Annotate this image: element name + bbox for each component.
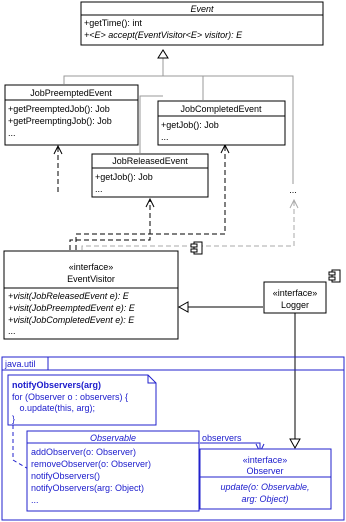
class-job-completed-event-member-1: ... <box>161 132 169 142</box>
class-job-released-event[interactable] <box>92 154 208 197</box>
class-job-preempted-event-member-0: +getPreemptedJob(): Job <box>8 104 110 114</box>
note-notify-observers[interactable] <box>8 375 156 425</box>
class-job-completed-event-member-0: +getJob(): Job <box>161 120 219 130</box>
class-job-preempted-event[interactable] <box>5 85 138 145</box>
dependency-released <box>70 199 150 250</box>
note-line-0: for (Observer o : observers) { <box>12 392 129 402</box>
note-title: notifyObservers(arg) <box>12 380 102 390</box>
interface-observer-stereotype: «interface» <box>242 455 288 465</box>
interface-event-visitor-name: EventVisitor <box>67 274 115 284</box>
interface-event-visitor[interactable] <box>4 242 202 339</box>
class-job-released-event-name: JobReleasedEvent <box>112 156 188 166</box>
class-observable-member-1: removeObserver(o: Observer) <box>31 459 152 469</box>
class-observable-member-0: addObserver(o: Observer) <box>31 447 137 457</box>
package-name: java.util <box>5 359 36 369</box>
class-event-member-1: +<E> accept(EventVisitor<E> visitor): E <box>84 30 243 40</box>
class-observable-member-2: notifyObservers() <box>31 471 101 481</box>
class-event-name: Event <box>190 4 214 14</box>
interface-event-visitor-member-2: +visit(JobCompletedEvent e): E <box>8 315 135 325</box>
more-events-label: ... <box>289 185 297 195</box>
interface-logger-name: Logger <box>280 300 310 310</box>
class-observable-member-3: notifyObservers(arg: Object) <box>31 483 145 493</box>
class-event-member-0: +getTime(): int <box>84 18 142 28</box>
note-line-1: o.update(this, arg); <box>12 403 96 413</box>
class-job-preempted-event-member-1: +getPreemptingJob(): Job <box>8 116 112 126</box>
interface-observer[interactable] <box>200 449 331 509</box>
component-icon <box>191 242 202 254</box>
class-observable[interactable] <box>27 431 199 511</box>
class-job-preempted-event-name: JobPreemptedEvent <box>30 88 112 98</box>
class-job-released-event-member-1: ... <box>95 184 103 194</box>
realization-arrowhead <box>290 439 300 448</box>
component-icon <box>329 270 340 282</box>
interface-logger-stereotype: «interface» <box>272 288 318 298</box>
class-job-completed-event-name: JobCompletedEvent <box>180 104 262 114</box>
interface-event-visitor-stereotype: «interface» <box>68 262 114 272</box>
interface-event-visitor-member-1: +visit(JobPreemptedEvent e): E <box>8 303 135 313</box>
interface-observer-member-1: arg: Object) <box>241 494 289 504</box>
interface-observer-member-0: update(o: Observable, <box>220 482 310 492</box>
dependency-more <box>82 200 294 250</box>
class-job-released-event-member-0: +getJob(): Job <box>95 172 153 182</box>
class-event[interactable] <box>81 2 323 45</box>
class-job-completed-event[interactable] <box>158 101 285 145</box>
interface-observer-name: Observer <box>246 466 284 476</box>
interface-event-visitor-member-0: +visit(JobReleasedEvent e): E <box>8 291 129 301</box>
interface-event-visitor-member-3: ... <box>8 326 16 336</box>
class-observable-name: Observable <box>89 433 137 443</box>
class-job-preempted-event-member-2: ... <box>8 128 16 138</box>
interface-logger[interactable] <box>264 270 340 313</box>
class-observable-member-4: ... <box>31 495 39 505</box>
generalization-arrowhead <box>158 50 168 58</box>
note-line-2: } <box>12 414 16 424</box>
association-label-observers: observers <box>202 433 242 443</box>
visitor-realization-arrowhead <box>179 302 188 312</box>
